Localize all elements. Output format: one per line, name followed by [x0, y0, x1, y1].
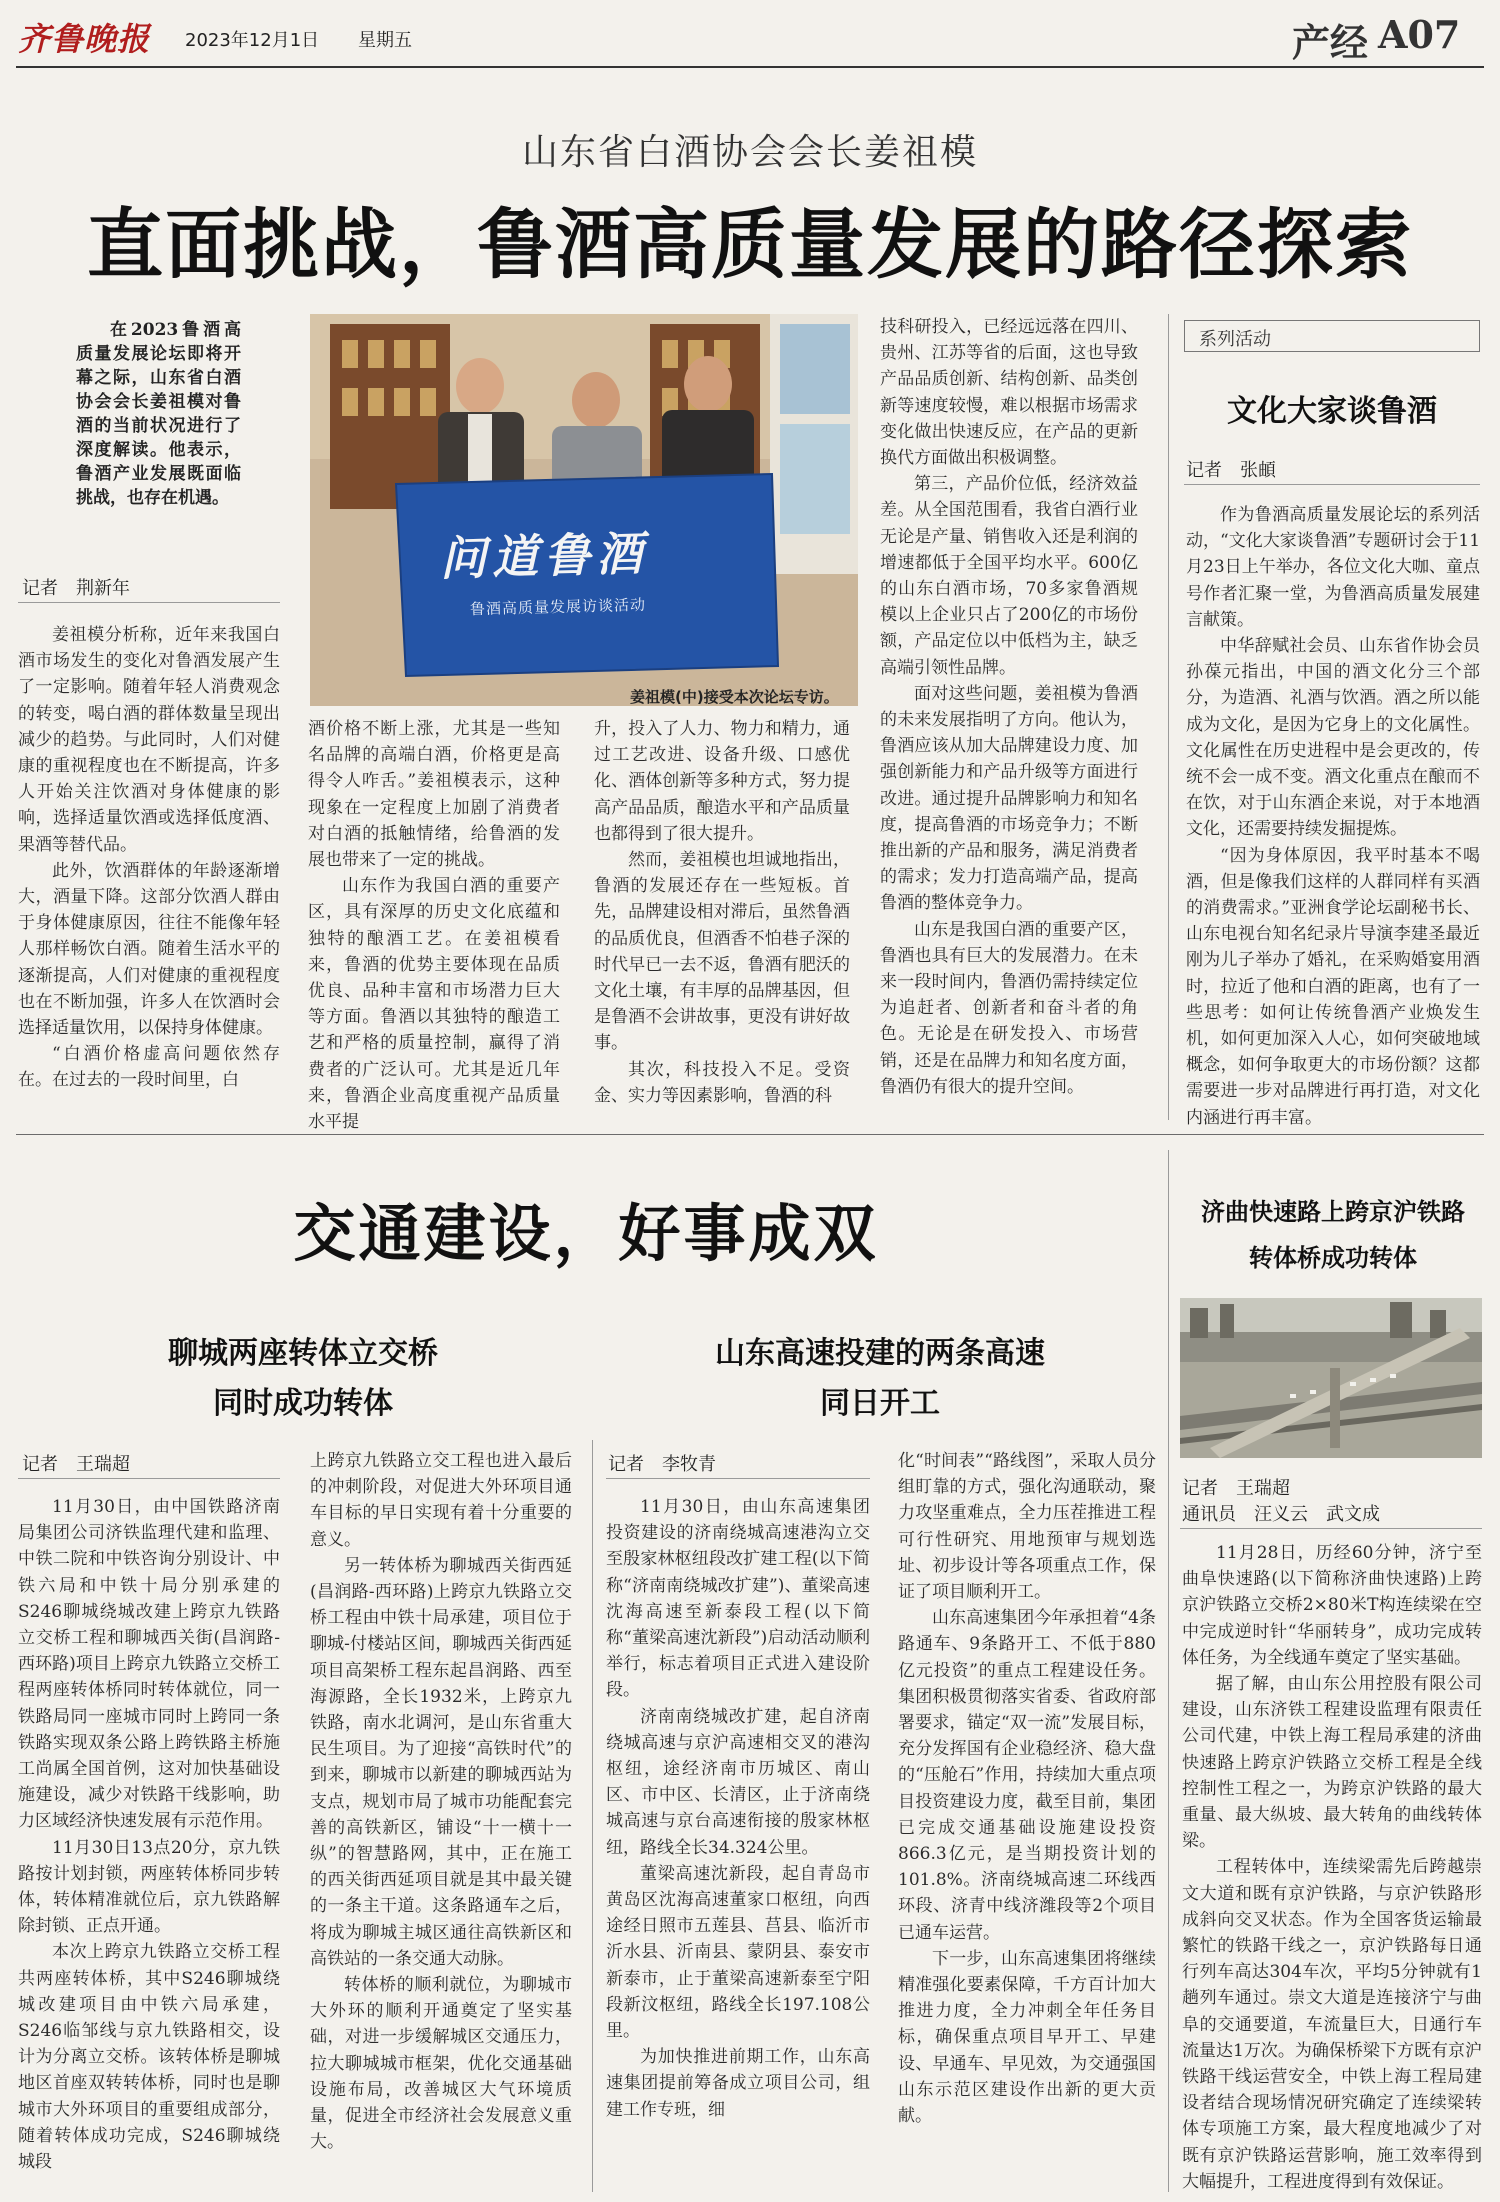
a3-title-line1: 济曲快速路上跨京沪铁路 [1201, 1197, 1465, 1226]
a3-para: 据了解，由山东公用控股有限公司建设，山东济铁工程建设监理有限责任公司代建，中铁上海工程局承建的济曲快速路上跨京沪铁路立交桥工程是全线控制性工程之一，为跨京沪铁路的最大重量、最大纵坡、最大转角的曲线转体梁。 [1182, 1674, 1482, 1852]
lead-intro [76, 318, 241, 538]
series-body [1186, 502, 1481, 1128]
lead-col3-para: 然而，姜祖模也坦诚地指出，鲁酒的发展还存在一些短板。首先，品牌建设相对滞后，虽然鲁酒的品质优良，但酒香不怕巷子深的时代早已一去不返，鲁酒有肥沃的文化土壤，有丰厚的品牌基因，但是鲁酒不会讲故事，更没有讲好故事。 [594, 850, 850, 1054]
a1-a2-divider [592, 1440, 593, 2192]
a3-body [1182, 1540, 1482, 2192]
masthead-rule [16, 66, 1484, 68]
a2-col2-para: 下一步，山东高速集团将继续精准强化要素保障，千方百计加大推进力度，全力冲刺全年任务目标，确保重点项目早开工、早建设、早通车、早见效，为交通强国山东示范区建设作出新的更大贡献。 [898, 1948, 1156, 2127]
a2-title-line2: 同日开工 [820, 1386, 940, 1421]
a1-col1-para: 本次上跨京九铁路立交桥工程共两座转体桥，其中S246聊城绕城改建项目由中铁六局承建，S246临邹线与京九铁路相交，设计为分离立交桥。该转体桥是聊城地区首座双转转体桥，同时也是聊城市大外环项目的重要组成部分，随着转体成功完成，S246聊城绕城段 [18, 1942, 280, 2173]
banner-subtitle: 鲁酒高质量发展访谈活动 [469, 595, 647, 619]
lead-photo-caption: 姜祖模(中)接受本次论坛专访。 [630, 688, 839, 706]
lead-kicker: 山东省白酒协会会长姜祖模 [521, 132, 978, 173]
banner-title: 问道鲁酒 [439, 526, 649, 586]
series-title: 文化大家谈鲁酒 [1227, 394, 1437, 429]
lead-col-1 [18, 622, 280, 1110]
a3-byline-rule [1180, 1528, 1482, 1529]
a2-col2-para: 山东高速集团今年承担着“4条路通车、9条路开工、不低于880亿元投资”的重点工程建设任务。集团积极贯彻落实省委、省政府部署要求，锚定“双一流”发展目标，充分发挥国有企业稳经济、稳大盘的“压舱石”作用，持续加大重点项目投资建设力度，截至目前，集团已完成交通基础设施建设投资866.3亿元，是当期投资计划的101.8%。济南绕城高速二环线西环段、济青中线济潍段等2个项目已通车运营。 [898, 1608, 1156, 1943]
a1-col-2 [310, 1448, 572, 2192]
series-tag: 系列活动 [1199, 329, 1271, 350]
section-rule [16, 1134, 1484, 1135]
a1-col-1 [18, 1494, 280, 2192]
lead-col4-para: 面对这些问题，姜祖模为鲁酒的未来发展指明了方向。他认为，鲁酒应该从加大品牌建设力度、加强创新能力和产品升级等方面进行改进。通过提升品牌影响力和知名度，提高鲁酒的市场竞争力；不断推出新的产品和服务，满足消费者的需求；发力打造高端产品，提高鲁酒的整体竞争力。 [880, 683, 1138, 914]
lead-col1-para: “白酒价格虚高问题依然存在。在过去的一段时间里，白 [18, 1044, 280, 1091]
lead-col4-para: 第三，产品价位低，经济效益差。从全国范围看，我省白酒行业无论是产量、销售收入还是利润的增速都低于全国平均水平。600亿的山东白酒市场，70多家鲁酒规模以上企业只占了200亿的市场份额，产品定位以中低档为主，缺乏高端引领性品牌。 [880, 474, 1138, 678]
lead-intro-text: 在2023鲁酒高质量发展论坛即将开幕之际，山东省白酒协会会长姜祖模对鲁酒的当前状况进行了深度解读。他表示，鲁酒产业发展既面临挑战，也存在机遇。 [76, 320, 241, 508]
a1-byline: 记者 王瑞超 [22, 1454, 130, 1475]
a3-para: 11月28日，历经60分钟，济宁至曲阜快速路(以下简称济曲快速路)上跨京沪铁路立交桥2×80米T构连续梁在空中完成逆时针“华丽转身”，成功完成转体任务，为全线通车奠定了坚实基础。 [1182, 1543, 1482, 1668]
a3-para: 工程转体中，连续梁需先后跨越崇文大道和既有京沪铁路，与京沪铁路形成斜向交叉状态。作为全国客货运输最繁忙的铁路干线之一，京沪铁路每日通行列车高达304车次，平均5分钟就有1趟列车通过。崇文大道是连接济宁与曲阜的交通要道，车流量巨大，日通行车流量达1万次。为确保桥梁下方既有京沪铁路干线运营安全，中铁上海工程局建设者结合现场情况研究确定了连续梁转体专项施工方案，最大程度地减少了对既有京沪铁路运营影响，施工效率得到大幅提升，工程进度得到有效保证。 [1182, 1857, 1482, 2192]
a2-title-line1: 山东高速投建的两条高速 [715, 1336, 1045, 1371]
lead-col2-para: 山东作为我国白酒的重要产区，具有深厚的历史文化底蕴和独特的酿酒工艺。在姜祖模看来，鲁酒的优势主要体现在品质优良、品种丰富和市场潜力巨大等方面。鲁酒以其独特的酿造工艺和严格的质量控制，赢得了消费者的广泛认可。尤其是近几年来，鲁酒企业高度重视产品质量水平提 [308, 876, 560, 1133]
series-byline-rule [1184, 484, 1480, 485]
section-name: 产经 [1292, 20, 1369, 65]
series-para: “因为身体原因，我平时基本不喝酒，但是像我们这样的人群同样有买酒的消费需求。”亚洲食学论坛副秘书长、山东电视台知名纪录片导演李建圣最近刚为儿子举办了婚礼，在采购婚宴用酒时，拉近了他和白酒的距离，也有了一些思考：如何让传统鲁酒产业焕发生机，如何更加深入人心，如何突破地域概念，如何争取更大的市场份额？这都需要进一步对品牌进行再打造，对文化内涵进行再丰富。 [1186, 845, 1480, 1128]
a3-byline-correspondent: 通讯员 汪义云 武文成 [1182, 1504, 1380, 1525]
a2-col1-para: 为加快推进前期工作，山东高速集团提前筹备成立项目公司，组建工作专班，细 [606, 2047, 870, 2120]
a1-col2-para: 另一转体桥为聊城西关街西延(昌润路-西环路)上跨京九铁路立交桥工程由中铁十局承建，项目位于聊城-付楼站区间，聊城西关街西延项目高架桥工程东起昌润路、西至海源路，全长1932米，上跨京九铁路，南水北调河，是山东省重大民生项目。为了迎接“高铁时代”的到来，聊城市以新建的聊城西站为支点，规划市局了城市功能配套完善的高铁新区，铺设“十一横十一纵”的智慧路网，其中，正在施工的西关街西延项目就是其中最关键的一条主干道。这条路通车之后，将成为聊城主城区通往高铁新区和高铁站的一条交通大动脉。 [310, 1555, 572, 1969]
a1-byline-rule [18, 1478, 280, 1479]
lead-byline-rule [18, 602, 280, 603]
lead-col-3 [594, 716, 850, 1110]
a1-col2-para: 转体桥的顺利就位，为聊城市大外环的顺利开通奠定了坚实基础，对进一步缓解城区交通压力，拉大聊城城市框架，优化交通基础设施布局，改善城区大气环境质量，促进全市经济社会发展意义重大。 [310, 1975, 572, 2153]
a3-byline-reporter: 记者 王瑞超 [1182, 1478, 1290, 1499]
lead-col1-para: 姜祖模分析称，近年来我国白酒市场发生的变化对鲁酒发展产生了一定影响。随着年轻人消费观念的转变，喝白酒的群体数量呈现出减少的趋势。与此同时，人们对健康的重视程度也在不断提高，许多人开始关注饮酒对身体健康的影响，选择适量饮酒或选择低度酒、果酒等替代品。 [18, 625, 280, 855]
a1-col2-para: 上跨京九铁路立交工程也进入最后的冲刺阶段，对促进大外环项目通车目标的早日实现有着十分重要的意义。 [310, 1451, 572, 1550]
a2-col-2 [898, 1448, 1156, 2192]
newspaper-logo: 齐鲁晚报 [18, 20, 151, 58]
a2-col-1 [606, 1494, 870, 2192]
series-tag-box [1184, 320, 1480, 352]
a3-title-line2: 转体桥成功转体 [1249, 1243, 1417, 1272]
page-number: A07 [1378, 12, 1461, 57]
lead-col1-para: 此外，饮酒群体的年龄逐渐增大，酒量下降。这部分饮酒人群由于身体健康原因，往往不能像年轻人那样畅饮白酒。随着生活水平的逐渐提高，人们对健康的重视程度也在不断加强，许多人在饮酒时会选择适量饮用，以保持身体健康。 [18, 860, 280, 1039]
lead-col4-para: 山东是我国白酒的重要产区，鲁酒也具有巨大的发展潜力。在未来一段时间内，鲁酒仍需持续定位为追赶者、创新者和奋斗者的角色。无论是在研发投入、市场营销，还是在品牌力和知名度方面，鲁酒仍有很大的提升空间。 [880, 919, 1138, 1097]
a2-col2-para: 化“时间表”“路线图”，采取人员分组盯靠的方式，强化沟通联动，聚力攻坚重难点，全力压茬推进工程可行性研究、用地预审与规划选址、初步设计等各项重点工作，保证了项目顺利开工。 [898, 1451, 1156, 1603]
lead-byline: 记者 荆新年 [22, 578, 130, 599]
lead-col2-para: 酒价格不断上涨，尤其是一些知名品牌的高端白酒，价格更是高得令人咋舌。”姜祖模表示，这种现象在一定程度上加剧了消费者对白酒的抵触情绪，给鲁酒的发展也带来了一定的挑战。 [308, 719, 560, 871]
a2-byline: 记者 李牧青 [608, 1454, 716, 1475]
issue-date: 2023年12月1日 [185, 30, 320, 51]
a2-col1-para: 济南南绕城改扩建，起自济南绕城高速与京沪高速相交叉的港沟枢纽，途经济南市历城区、南山区、市中区、长清区，止于济南绕城高速与京台高速衔接的殷家林枢纽，路线全长34.324公里。 [606, 1706, 870, 1858]
a1-col1-para: 11月30日13点20分，京九铁路按计划封锁，两座转体桥同步转体，转体精准就位后，京九铁路解除封锁、正点开通。 [18, 1837, 280, 1937]
a2-col1-para: 11月30日，由山东高速集团投资建设的济南绕城高速港沟立交至殷家林枢纽段改扩建工程(以下简称“济南南绕城改扩建”)、董梁高速沈海高速至新泰段工程(以下简称“董梁高速沈新段”)启动活动顺利举行，标志着项目正式进入建设阶段。 [606, 1497, 870, 1701]
lead-photo-image [310, 314, 858, 706]
a2-col1-para: 董梁高速沈新段，起自青岛市黄岛区沈海高速董家口枢纽，向西途经日照市五莲县、莒县、临沂市沂水县、沂南县、蒙阴县、泰安市新泰市，止于董梁高速新泰至宁阳段新汶枢纽，路线全长197.108公里。 [606, 1863, 870, 2042]
a3-photo [1180, 1298, 1482, 1458]
series-divider [1168, 314, 1169, 1120]
issue-weekday: 星期五 [358, 30, 412, 51]
a1-col1-para: 11月30日，由中国铁路济南局集团公司济铁监理代建和监理、中铁二院和中铁咨询分别设计、中铁六局和中铁十局分别承建的S246聊城绕城改建上跨京九铁路立交桥工程和聊城西关街(昌润路-西环路)项目上跨京九铁路立交桥工程两座转体桥同时转体就位，同一铁路局同一座城市同时上跨同一条铁路实现双条公路上跨铁路主桥施工尚属全国首例，这对加快基础设施建设，减少对铁路干线影响，助力区域经济快速发展有示范作用。 [18, 1497, 280, 1832]
lead-col-2 [308, 716, 560, 1133]
series-para: 中华辞赋社会员、山东省作协会员孙葆元指出，中国的酒文化分三个部分，为造酒、礼酒与饮酒。酒之所以能成为文化，是因为它身上的文化属性。文化属性在历史进程中是会更改的，传统不会一成不变。酒文化重点在酿而不在饮，对于山东酒企来说，对于本地酒文化，还需要持续发掘提炼。 [1186, 636, 1480, 840]
lead-col4-para: 技科研投入，已经远远落在四川、贵州、江苏等省的后面，这也导致产品品质创新、结构创新、品类创新等速度较慢，难以根据市场需求变化做出快速反应，在产品的更新换代方面做出积极调整。 [880, 317, 1138, 469]
a1-title-line2: 同时成功转体 [213, 1386, 393, 1421]
series-byline: 记者 张頔 [1186, 460, 1276, 481]
lead-col3-para: 其次，科技投入不足。受资金、实力等因素影响，鲁酒的科 [594, 1059, 850, 1106]
lead-title: 直面挑战，鲁酒高质量发展的路径探索 [87, 200, 1413, 289]
lead-photo [310, 314, 858, 706]
lead-col-4 [880, 314, 1138, 1110]
series-para: 作为鲁酒高质量发展论坛的系列活动，“文化大家谈鲁酒”专题研讨会于11月23日上午举办，各位文化大咖、童点号作者汇聚一堂，为鲁酒高质量发展建言献策。 [1186, 505, 1481, 630]
masthead [0, 0, 1500, 64]
a1-title-line1: 聊城两座转体立交桥 [168, 1336, 438, 1371]
a3-divider [1168, 1150, 1169, 2192]
lead-col3-para: 升，投入了人力、物力和精力，通过工艺改进、设备升级、口感优化、酒体创新等多种方式，努力提高产品品质，酿造水平和产品质量也都得到了很大提升。 [594, 719, 850, 844]
a2-byline-rule [606, 1478, 870, 1479]
traffic-banner: 交通建设，好事成双 [293, 1197, 879, 1270]
a3-photo-image [1180, 1298, 1482, 1458]
